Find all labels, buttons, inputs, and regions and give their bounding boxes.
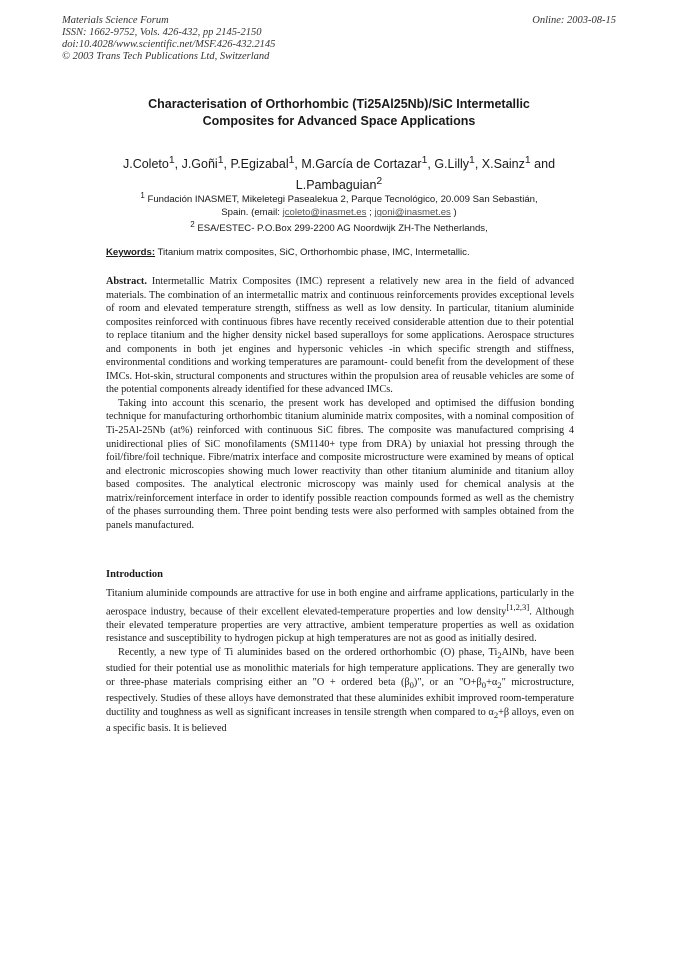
subscript: 0 bbox=[481, 679, 487, 690]
and-word: and bbox=[534, 157, 556, 172]
subscript: 0 bbox=[409, 679, 414, 690]
subscript: 2 bbox=[497, 679, 502, 690]
title-line-2: Composites for Advanced Space Applications bbox=[202, 114, 476, 128]
affiliation-2 bbox=[80, 218, 598, 235]
affiliation-number: 1 bbox=[140, 191, 145, 200]
copyright-line: © 2003 Trans Tech Publications Ltd, Switzerland bbox=[62, 51, 270, 62]
abstract-paragraph-2: Taking into account this scenario, the present work has developed and optimised the diffusion bonding technique for manufacturing orthorhombic titanium aluminide matrix composites, with a nominal composition of Ti-25Al-25Nb (at%) reinforced with continuous SiC fibres. The composite was manufactured comprising 4 unidirectional plies of SiC monofilaments (SM1140+ type from DRA) by uniaxial hot pressing through the foil/fibre/foil technique. Fibre/matrix interface and composite microstructure were examined by means of optical and electronic microscopies showing much lower reactivity than other titanium aluminide and titanium alloy based composites. The analytical electronic microscopy was mainly used for chemical analysis at the matrix/reinforcement interface in order to identify possible reaction compounds formed as well as the chemistry of the phases surrounding them. Three point bending tests were also performed with samples obtained from the panels manufactured. bbox=[106, 397, 574, 531]
author: J.Coleto bbox=[122, 157, 169, 172]
subscript: 2 bbox=[497, 649, 502, 660]
paper-title bbox=[100, 96, 578, 130]
intro-paragraph-2 bbox=[106, 646, 574, 736]
affiliation-text: ESA/ESTEC- P.O.Box 299-2200 AG Noordwijk ZH-The Netherlands, bbox=[197, 223, 488, 235]
email-suffix: ) bbox=[450, 207, 457, 219]
abstract-text: Intermetallic Matrix Composites (IMC) represent a relatively new area in the field of advanced materials. The combination of an intermetallic matrix and continuous reinforcements provides exceptional levels of room and elevated temperature strength, stiffness as well as low density. In particular, titanium aluminide composites reinforced with continuous fibres have recently received considerable attention due to their potential to replace titanium and the higher density nickel based superalloys for some applications. Aerospace structures and components in both jet engines and hypersonic vehicles -in which specific strength and stiffness, environmental conditions and working temperatures are paramount- could benefit from the development of these IMCs. Hot-skin, structural components and structures within the propulsion area of reusable vehicles are some of the potential components already identified for these advanced IMCs. bbox=[106, 276, 574, 396]
keywords-text: Titanium matrix composites, SiC, Orthorhombic phase, IMC, Intermetallic. bbox=[155, 247, 470, 258]
affiliation-number: 2 bbox=[190, 220, 195, 229]
intro-text: Recently, a new type of Ti aluminides based on the ordered orthorhombic (O) phase, Ti bbox=[118, 646, 498, 658]
affiliation-1 bbox=[80, 189, 598, 219]
online-date: Online: 2003-08-15 bbox=[532, 15, 616, 26]
doi-line: doi:10.4028/www.scientific.net/MSF.426-432.2145 bbox=[62, 39, 276, 50]
email-link-goni[interactable]: jgoni@inasmet.es bbox=[374, 207, 451, 219]
section-heading-introduction: Introduction bbox=[106, 569, 163, 580]
keywords-label: Keywords: bbox=[106, 247, 156, 258]
author-affiliation-mark: 2 bbox=[376, 176, 383, 188]
abstract-paragraph-1 bbox=[106, 275, 574, 397]
subscript: 2 bbox=[493, 709, 499, 720]
journal-name: Materials Science Forum bbox=[62, 15, 169, 26]
intro-text: . Although their elevated temperature properties are very attractive, ambient temperature properties as well as oxidation resistance and susceptibility to hydrogen pickup at high temperatures are not as good as initially desired. bbox=[106, 605, 574, 645]
author: X.Sainz bbox=[481, 157, 525, 172]
title-line-1: Characterisation of Orthorhombic (Ti25Al25Nb)/SiC Intermetallic bbox=[148, 97, 530, 111]
keywords bbox=[106, 246, 576, 259]
intro-text: +β alloys, even on a specific basis. It is believed bbox=[106, 706, 574, 735]
intro-text: Titanium aluminide compounds are attractive for use in both engine and airframe applications, particularly in the aerospace industry, because of their excellent elevated-temperature properties and low density bbox=[106, 588, 574, 617]
author: P.Egizabal bbox=[230, 157, 289, 172]
author-list: J.Coleto$^1$, J.Goñi$^1$, P.Egizabal$^1$, M.García de Cortazar$^1$, G.Lilly$^1$, X.Sainz$^1$ and L.Pambaguian$^2$ bbox=[122, 155, 556, 193]
intro-text: AlNb, have been studied for their potential use as monolithic materials for high temperature applications. They are generally two or three-phase materials comprising either an "O + ordered beta (β bbox=[106, 646, 574, 688]
author-affiliation-mark: 1 bbox=[168, 155, 175, 166]
intro-text: +α bbox=[486, 676, 498, 688]
intro-text: " microstructure, respectively. Studies of these alloys have demonstrated that these aluminides exhibit improved room-temperature ductility and toughness as well as significant increases in tensile strength when compared to α bbox=[106, 676, 574, 718]
issn-line: ISSN: 1662-9752, Vols. 426-432, pp 2145-2150 bbox=[62, 27, 262, 38]
citation: [1,2,3] bbox=[506, 601, 530, 612]
intro-text: )", or an "O+β bbox=[413, 676, 482, 688]
introduction-text bbox=[106, 587, 574, 736]
email-separator: ; bbox=[366, 207, 375, 219]
journal-header bbox=[62, 15, 275, 63]
author-affiliation-mark: 1 bbox=[288, 155, 295, 166]
abstract-label: Abstract. bbox=[106, 276, 147, 287]
author-affiliation-mark: 1 bbox=[524, 155, 531, 166]
abstract bbox=[106, 275, 574, 532]
author: J.Goñi bbox=[181, 157, 218, 172]
intro-paragraph-1 bbox=[106, 587, 574, 646]
author: G.Lilly bbox=[434, 157, 470, 172]
affiliation-text: Fundación INASMET, Mikeletegi Pasealekua 2, Parque Tecnológico, 20.009 San Sebastián, bbox=[147, 194, 538, 206]
email-prefix: Spain. (email: bbox=[221, 207, 283, 219]
author-affiliation-mark: 1 bbox=[217, 155, 224, 166]
author: M.García de Cortazar bbox=[301, 157, 422, 172]
author-affiliation-mark: 1 bbox=[421, 155, 428, 166]
author-affiliation-mark: 1 bbox=[469, 155, 475, 166]
email-link-coleto[interactable]: jcoleto@inasmet.es bbox=[282, 207, 367, 219]
author: L.Pambaguian bbox=[295, 178, 377, 193]
